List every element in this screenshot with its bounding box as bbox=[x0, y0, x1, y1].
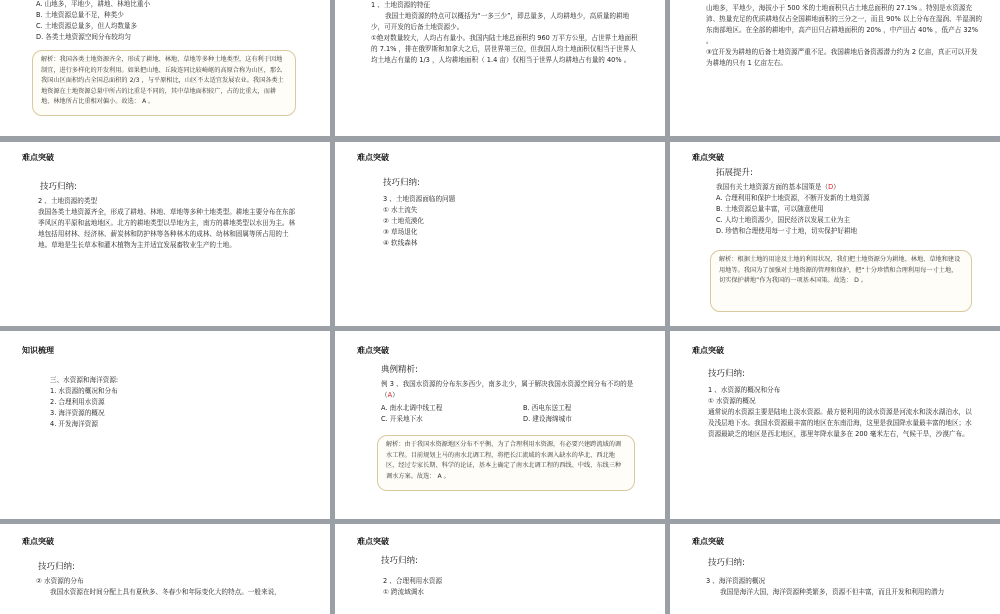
slide-title: 知识梳理 bbox=[22, 346, 54, 355]
slide-title: 难点突破 bbox=[692, 346, 724, 355]
heading: 三、水资源和海洋资源: bbox=[50, 376, 119, 384]
option-b: B. 西电东送工程 bbox=[523, 404, 572, 412]
paragraph: 我国各类土地资源齐全，形成了耕地、林地、草地等多种土地类型。耕地主要分布在东部季风区的平原和盆地地区。北方的耕地类型以旱地为主，南方的耕地类型以水田为主。林地包括用材林、经济林、薪炭林和防护林等各种林木的成林、幼林和固属等所占用的土地。草地是生长草本和灌木植物为主并适宜发展畜牧业生产的土地。 bbox=[38, 208, 296, 249]
answer: D bbox=[828, 183, 834, 191]
slide-title: 难点突破 bbox=[357, 537, 389, 546]
section-label: 技巧归纳: bbox=[40, 182, 77, 192]
section-label: 技巧归纳: bbox=[708, 369, 745, 379]
analysis-box bbox=[32, 50, 296, 116]
section-label: 拓展提升: bbox=[716, 168, 753, 178]
analysis-text: 解析：根据土地的用途及土地的利用状况，我们把土地资源分为耕地、林地、草地和建设用地等。我国为了加强对土地资源的管理和保护，把“十分珍惜和合理利用每一寸土地，切实保护耕地”作为我国的一项基本国策。故选： D 。 bbox=[719, 256, 961, 284]
analysis-box bbox=[710, 250, 972, 312]
section-label: 技巧归纳: bbox=[383, 178, 420, 188]
option-d: D. 珍惜和合理使用每一寸土地，切实保护好耕地 bbox=[716, 227, 858, 235]
heading: 2 、土地资源的类型 bbox=[38, 197, 98, 205]
list-item: ① 跨流域调水 bbox=[383, 588, 424, 596]
slide-4[interactable] bbox=[0, 142, 330, 326]
paragraph-2: ①绝对数量较大，人均占有量小。我国内陆土地总面积约 960 万平方公里，占世界土地面积的 7.1% ，排在俄罗斯和加拿大之后，居世界第三位，但我国人均土地面积仅相当于世界人均土地占有量的 1/3 ，人均耕地面积（ 1.4 亩）仅相当于世界人均耕地占有量的 40% 。 bbox=[371, 34, 638, 64]
slide-8[interactable]: 难点突破 典例精析: 例 3 、我国水资源的分布东多西少，南多北少，属于解决我国水资源空间分布不均的是（A） A. 南水北调中线工程 B. 西电东送工程 C. 开采地下水 D. 建设海绵城市 解析：由于我国水资源地区分布不平衡，为了合理利用水资源，有必要兴建跨流域的调水工程。目前规划上马的南水北调工程，将把长江流域的水调入缺水的华北、西北地区，经过专家长期、科学的论证，基本上确定了南水北调工程的西线、中线、东线三种调水方案。故选： A 。 bbox=[335, 331, 665, 519]
slide-title: 难点突破 bbox=[692, 153, 724, 162]
slide-6[interactable] bbox=[670, 142, 1000, 326]
list-item: 1. 水资源的概况和分布 bbox=[50, 387, 118, 395]
list-item: ③ 草场退化 bbox=[383, 228, 418, 236]
section-label: 技巧归纳: bbox=[708, 558, 745, 568]
slide-2[interactable] bbox=[335, 0, 665, 136]
slide-5[interactable] bbox=[335, 142, 665, 326]
paragraph: 我国水资源在时间分配上具有夏秋多、冬春少和年际变化大的特点。一般来说， bbox=[50, 588, 281, 596]
slide-title: 难点突破 bbox=[357, 153, 389, 162]
option-c: C. 开采地下水 bbox=[381, 415, 423, 423]
question-text: 例 3 、我国水资源的分布东多西少，南多北少，属于解决我国水资源空间分布不均的是（ bbox=[381, 380, 634, 399]
option-a: A. 山地多，平地少，耕地、林地比重小 bbox=[36, 0, 151, 8]
list-item: ① 水土流失 bbox=[383, 206, 418, 214]
slide-12[interactable] bbox=[670, 524, 1000, 614]
list-item: 2. 合理利用水资源 bbox=[50, 398, 105, 406]
heading: 1 、土地资源的特征 bbox=[371, 1, 431, 9]
slide-title: 难点突破 bbox=[357, 346, 389, 355]
slide-3[interactable] bbox=[670, 0, 1000, 136]
paragraph: 我国是海洋大国，海洋资源种类繁多，资源不但丰富，而且开发和利用的潜力 bbox=[720, 588, 945, 596]
option-a: A. 合理利用和保护土地资源，不断开发新的土地资源 bbox=[716, 194, 870, 202]
slide-1[interactable] bbox=[0, 0, 330, 136]
option-a: A. 南水北调中线工程 bbox=[381, 404, 443, 412]
question-text: 我国有关土地资源方面的基本国策是（D） bbox=[716, 183, 840, 191]
list-item: 4. 开发海洋资源 bbox=[50, 420, 98, 428]
list-item: ② 土地荒漠化 bbox=[383, 217, 424, 225]
section-label: 技巧归纳: bbox=[381, 556, 418, 566]
option-d: D. 各类土地资源空间分布较均匀 bbox=[36, 33, 131, 41]
heading: 2 、合理利用水资源 bbox=[383, 577, 443, 585]
analysis-box bbox=[377, 435, 635, 491]
answer: A bbox=[387, 391, 393, 399]
heading: 3 、土地资源面临的问题 bbox=[383, 195, 456, 203]
option-c: C. 人均土地资源少，国民经济以发展工业为主 bbox=[716, 216, 851, 224]
slide-title: 难点突破 bbox=[692, 537, 724, 546]
option-b: B. 土地资源总量丰富，可以随意使用 bbox=[716, 205, 824, 213]
option-d: D. 建设海绵城市 bbox=[523, 415, 572, 423]
slide-title: 难点突破 bbox=[22, 537, 54, 546]
paragraph-1: 山地多，平地少，海拔小于 500 米的土地面积只占土地总面积的 27.1% 。特别是水资源充沛、热量充足的优质耕地仅占全国耕地面积的三分之一，而且 90% 以上分布在湿润、半湿润的东南部地区。在全部的耕地中，高产田只占耕地面积的 20% ，中产田占 40% ，低产占 32% 。 bbox=[706, 4, 983, 45]
slide-7[interactable] bbox=[0, 331, 330, 519]
paragraph-2: ③宜开发为耕地的后备土地资源严重不足。我国耕地后备资源潜力约为 2 亿亩，真正可以开发为耕地的只有 1 亿亩左右。 bbox=[706, 48, 978, 67]
section-label: 典例精析: bbox=[381, 365, 418, 375]
analysis-text: 解析：我国各类土地资源齐全，形成了耕地、林地、草地等多种土地类型，这有利于因地制宜，进行多样化的开发利用。如果把山地、丘陵连同比较崎岖的高原合称为山区，那么我国山区面积约占全国总面积的 2/3 ，与平原相比，山区不太适宜发展农业。我国各类土地资源在土地资源总量中所占的比重是不同的，其中草地面积较广，占的比重大，而耕地、林地所占比重相对偏小。故选： A 。 bbox=[41, 56, 284, 105]
slide-9[interactable] bbox=[670, 331, 1000, 519]
heading: 1 、水资源的概况和分布 bbox=[708, 386, 781, 394]
list-item: 3. 海洋资源的概况 bbox=[50, 409, 105, 417]
slide-10[interactable] bbox=[0, 524, 330, 614]
heading: ② 水资源的分布 bbox=[36, 577, 84, 585]
option-c: C. 土地资源总量多，但人均数量多 bbox=[36, 22, 138, 30]
paragraph: 通常说的水资源主要是陆地上淡水资源。最方便利用的淡水资源是河流水和淡水湖泊水，以及浅层地下水。我国水资源最丰富的地区在东南沿海，这里是我国降水量最丰富的地区；水资源最缺乏的地区是西北地区，那里年降水量多在 200 毫米左右，气候干旱，沙漠广布。 bbox=[708, 408, 972, 438]
slide-title: 难点突破 bbox=[22, 153, 54, 162]
option-b: B. 土地资源总量不足，种类少 bbox=[36, 11, 124, 19]
analysis-text: 解析：由于我国水资源地区分布不平衡，为了合理利用水资源，有必要兴建跨流域的调水工程。目前规划上马的南水北调工程，将把长江流域的水调入缺水的华北、西北地区，经过专家长期、科学的论证，基本上确定了南水北调工程的西线、中线、东线三种调水方案。故选： A 。 bbox=[386, 441, 622, 480]
section-label: 技巧归纳: bbox=[38, 562, 75, 572]
list-item: ④ 软线森林 bbox=[383, 239, 418, 247]
subheading: ① 水资源的概况 bbox=[708, 397, 756, 405]
paragraph-1: 我国土地资源的特点可以概括为“一多三少”，即总量多，人均耕地少，高质量的耕地少，可开发的后备土地资源少。 bbox=[371, 12, 630, 31]
heading: 3 、海洋资源的概况 bbox=[706, 577, 766, 585]
slide-11[interactable] bbox=[335, 524, 665, 614]
